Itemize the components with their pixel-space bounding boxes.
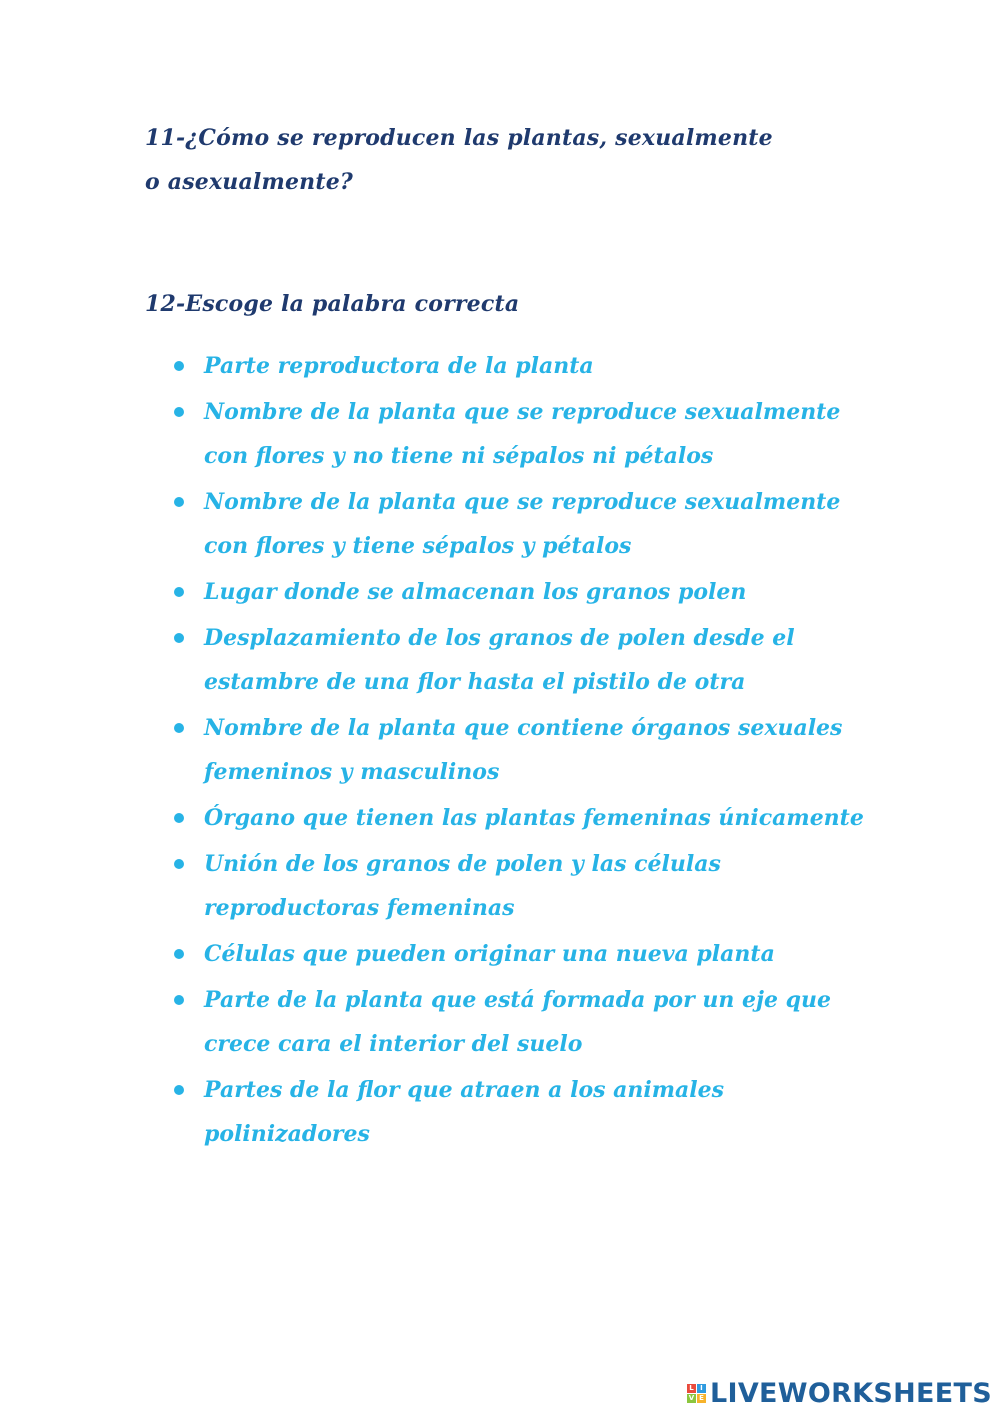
option-text: Partes de la flor que atraen a los animales polinizadores xyxy=(204,1077,725,1147)
list-item xyxy=(168,796,868,840)
option-text: Desplazamiento de los granos de polen desde el estambre de una flor hasta el pistilo de otra xyxy=(204,625,795,695)
bullet-icon xyxy=(174,1085,184,1095)
bullet-icon xyxy=(174,361,184,371)
bullet-icon xyxy=(174,995,184,1005)
bullet-icon xyxy=(174,813,184,823)
option-text: Parte reproductora de la planta xyxy=(204,353,594,379)
option-text: Órgano que tienen las plantas femeninas únicamente xyxy=(204,805,864,831)
list-item xyxy=(168,932,868,976)
list-item xyxy=(168,344,868,388)
option-text: Unión de los granos de polen y las células reproductoras femeninas xyxy=(204,851,721,921)
list-item xyxy=(168,390,868,478)
liveworksheets-logo-text: LIVEWORKSHEETS xyxy=(709,1377,992,1409)
bullet-icon xyxy=(174,723,184,733)
option-text: Nombre de la planta que contiene órganos sexuales femeninos y masculinos xyxy=(204,715,843,785)
bullet-icon xyxy=(174,497,184,507)
list-item xyxy=(168,1068,868,1156)
bullet-icon xyxy=(174,633,184,643)
list-item xyxy=(168,978,868,1066)
bullet-icon xyxy=(174,587,184,597)
list-item xyxy=(168,570,868,614)
option-text: Células que pueden originar una nueva planta xyxy=(204,941,775,967)
list-item xyxy=(168,480,868,568)
option-text: Parte de la planta que está formada por un eje que crece cara el interior del suelo xyxy=(204,987,831,1057)
option-text: Nombre de la planta que se reproduce sexualmente con flores y tiene sépalos y pétalos xyxy=(204,489,841,559)
option-text: Lugar donde se almacenan los granos polen xyxy=(204,579,747,605)
bullet-icon xyxy=(174,859,184,869)
bullet-icon xyxy=(174,949,184,959)
list-item xyxy=(168,706,868,794)
question-11-text: 11-¿Cómo se reproducen las plantas, sexualmente o asexualmente? xyxy=(145,125,773,195)
option-text: Nombre de la planta que se reproduce sexualmente con flores y no tiene ni sépalos ni pétalos xyxy=(204,399,841,469)
answer-options-list xyxy=(168,344,868,1158)
bullet-icon xyxy=(174,407,184,417)
liveworksheets-logo-icon: L I V E xyxy=(687,1384,706,1403)
list-item xyxy=(168,616,868,704)
liveworksheets-logo[interactable] xyxy=(687,1376,992,1410)
question-12-text: 12-Escoge la palabra correcta xyxy=(145,291,520,317)
list-item xyxy=(168,842,868,930)
